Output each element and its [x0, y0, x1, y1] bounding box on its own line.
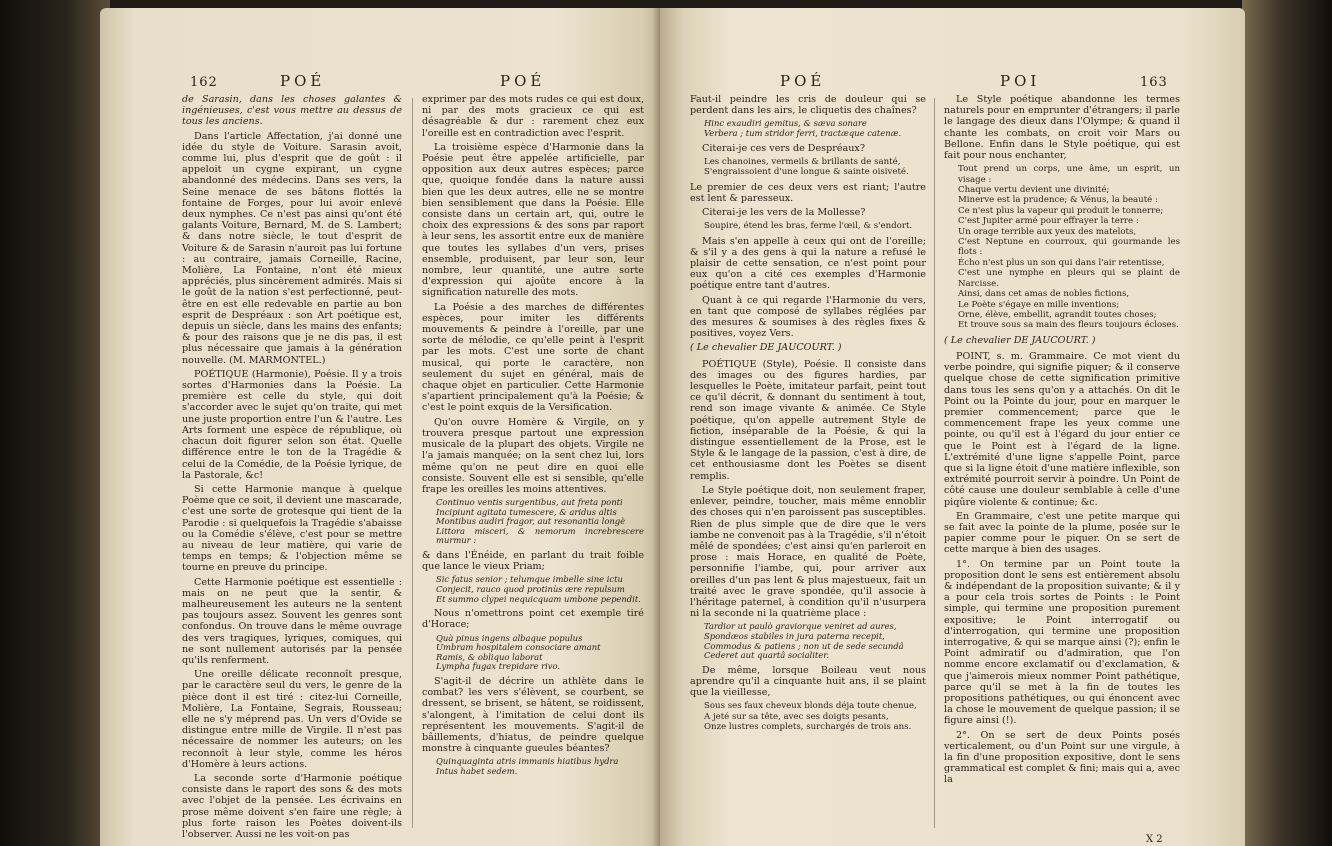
verse-line: Verbera ; tum stridor ferri, tractæque catenæ.	[704, 128, 902, 138]
left-page-number: 162	[190, 75, 218, 90]
paragraph: Le premier de ces deux vers est riant; l'autre est lent & paresseux.	[690, 181, 926, 204]
paragraph: Citerai-je les vers de la Mollesse?	[702, 207, 866, 219]
verse-line: C'est Jupiter armé pour effrayer la terre :	[958, 216, 1139, 227]
verse-line: Spondæos stabiles in jura paterna recepit,	[704, 630, 885, 641]
verse-line: Un orage terrible aux yeux des matelots,	[958, 226, 1137, 237]
paragraph: Le Style poétique abandonne les termes naturels pour en emprunter d'étrangers; il parle le langage des dieux dans l'Olympe; & quand il chante les combats, on croit voir Mars ou Bellone. Enfin dans le Style poétique, qui est fait pour nous enchanter,	[944, 94, 1180, 162]
paragraph: Nous n'omettrons point cet exemple tiré d'Horace;	[422, 608, 644, 631]
verse-line: Tout prend un corps, une âme, un esprit, un visage :	[958, 164, 1180, 185]
verse-line: Sic fatus senior ; telumque imbelle sine ictu	[436, 574, 623, 585]
french-verse	[704, 701, 926, 732]
right-page	[660, 8, 1245, 846]
left-column-2	[422, 94, 644, 834]
entry-point: POINT, s. m. Grammaire. Ce mot vient du verbe poindre, qui signifie piquer; & il conserve quelque chose de cette signification primitive dans tous les sens qu'on y a attachés. On dit le Point ou la Pointe du jour, pour en marquer le premier commencement; parce que le commencement frape les yeux comme une pointe, ou qu'il est à l'égard du jour entier ce que le Point est à l'égard de la ligne. L'extrémité d'une ligne s'appelle Point, parce que si la ligne étoit d'une matière inflexible, son extrémité pourroit servir à poindre. Un Point de côté cause une douleur semblable à celle d'une piqûre violente & continue; &c.	[944, 350, 1180, 508]
verse-line: A jeté sur sa tête, avec ses doigts pesants,	[704, 711, 889, 722]
verse-line: Lympha fugax trepidare rivo.	[436, 661, 561, 672]
left-header-right: POÉ	[500, 72, 546, 90]
paragraph: La seconde sorte d'Harmonie poétique consiste dans le raport des sons & des mots avec l'objet de la pensée. Les écrivains en prose même doivent s'en faire une règle; à plus forte raison les Poètes doivent-ils l'observer. Aussi ne les voit-on pas	[182, 772, 402, 840]
verse-line: Ramis, & obliquo laborat	[436, 651, 543, 662]
entry-harmonie: POÉTIQUE (Harmonie), Poésie. Il y a trois sortes d'Harmonies dans la Poésie. La première est celle du style, qui doit s'accorder avec le sujet qu'on traite, qui met une juste proportion entre l'un & l'autre. Les Arts forment une espèce de république, où chacun doit figurer selon son état. Quelle différence entre le ton de la Tragédie & celui de la Comédie, de la Poésie lyrique, de la Pastorale, &c!	[182, 368, 402, 481]
book-edge-left	[0, 0, 110, 846]
paragraph: Qu'on ouvre Homère & Virgile, on y trouvera presque partout une expression musicale de la plupart des objets. Virgile ne l'a jamais manquée; on la sent chez lui, lors même qu'on ne peut dire en quoi elle consiste. Souvent elle est si sensible, qu'elle frape les oreilles les moins attentives.	[422, 416, 644, 495]
verse-line: Les chanoines, vermeils & brillants de santé,	[704, 156, 901, 167]
paragraph: 2°. On se sert de deux Points posés verticalement, ou d'un Point sur une virgule, à la fin d'une proposition expositive, dont le sens grammatical est complet & fini; mais qui a, avec la	[944, 729, 1180, 786]
right-header-left: POÉ	[780, 72, 826, 90]
verse-line: Et trouve sous sa main des fleurs toujours écloses.	[958, 320, 1179, 331]
verse-line: Écho n'est plus un son qui dans l'air retentisse,	[958, 257, 1165, 268]
paragraph: Faut-il peindre les cris de douleur qui se perdent dans les airs, le cliquetis des chaînes?	[690, 94, 926, 117]
verse-line: Hinc exaudiri gemitus, & sæva sonare	[704, 118, 867, 129]
verse-line: Incipiunt agitata tumescere, & aridus altis	[436, 506, 617, 517]
right-header-right: POI	[1000, 72, 1041, 90]
verse-line: Le Poète s'égaye en mille inventions;	[958, 299, 1120, 310]
verse-line: Sous ses faux cheveux blonds déja toute chenue,	[704, 701, 917, 712]
paragraph: S'agit-il de décrire un athlète dans le combat? les vers s'élèvent, se courbent, se dressent, se brisent, se hâtent, se roidissent, s'alongent, à l'imitation de celui dont ils représentent les mouvements. S'agit-il de bâillements, d'hiatus, de peindre quelque monstre à cinquante gueules béantes?	[422, 676, 644, 755]
paragraph: Une oreille délicate reconnoît presque, par le caractère seul du vers, le genre de la pièce dont il est tiré : citez-lui Corneille, Molière, La Fontaine, Segrais, Rousseau; elle ne s'y méprend pas. Un vers d'Ovide se distingue entre mille de Virgile. Il n'est pas nécessaire de nommer les auteurs; on les reconnoît à leur style, comme les héros d'Homère à leurs actions.	[182, 669, 402, 770]
paragraph: En Grammaire, c'est une petite marque qui se fait avec la pointe de la plume, posée sur le papier comme pour le piquer. On se sert de cette marque à bien des usages.	[944, 510, 1180, 556]
latin-verse	[436, 634, 644, 672]
paragraph: La troisième espèce d'Harmonie dans la Poésie peut être appelée artificielle, par opposition aux deux autres espèces; parce que, quoique fondée dans la nature aussi bien que les deux autres, elle ne se montre bien sensiblement que dans la Poésie. Elle consiste dans un certain art, qui, outre le choix des expressions & des sons par raport à leur sens, les assortit entre eux de manière que toutes les syllabes d'un vers, prises ensemble, produisent, par leur son, leur nombre, leur quantité, une autre sorte d'expression qui ajoûte encore à la signification naturelle des mots.	[422, 141, 644, 299]
right-column-1	[690, 94, 926, 834]
verse-line: Soupire, étend les bras, ferme l'œil, & s'endort.	[704, 221, 913, 232]
column-rule	[412, 98, 413, 828]
verse-line: C'est Neptune en courroux, qui gourmande les flots :	[958, 237, 1180, 258]
french-verse	[958, 164, 1180, 331]
paragraph: & dans l'Énéide, en parlant du trait foible que lance le vieux Priam;	[422, 550, 644, 573]
paragraph: Quant à ce qui regarde l'Harmonie du vers, en tant que composé de syllabes réglées par des mesures & soumises à des règles fixes & positives, voyez Vers.	[690, 294, 926, 340]
latin-verse	[436, 757, 644, 776]
paragraph: Si cette Harmonie manque à quelque Poème que ce soit, il devient une mascarade, c'est une sorte de grotesque qui tient de la Parodie : si quelquefois la Tragédie s'abaisse ou la Comédie s'élève, c'est pour se mettre au niveau de leur matière, qui varie de temps en temps; & l'objection même se tourne en preuve du principe.	[182, 483, 402, 574]
verse-line: Ce n'est plus la vapeur qui produit le tonnerre;	[958, 205, 1164, 216]
verse-line: Conjecit, rauco quod protinùs ære repulsum	[436, 584, 625, 595]
verse-line: Ainsi, dans cet amas de nobles fictions,	[958, 289, 1130, 300]
french-verse	[704, 157, 926, 178]
verse-line: Orne, élève, embellit, agrandit toutes choses;	[958, 309, 1157, 320]
verse-line: Montibus audiri fragor, aut resonantia longè	[436, 516, 626, 527]
latin-verse	[704, 119, 926, 138]
paragraph: exprimer par des mots rudes ce qui est doux, ni par des mots gracieux ce qui est désagréable & dur : rarement chez eux l'oreille est en contradiction avec l'esprit.	[422, 94, 644, 139]
paragraph: 1°. On termine par un Point toute la proposition dont le sens est entièrement absolu & indépendant de la proposition suivante; & il y a pour cela trois sortes de Points : le Point simple, qui termine une proposition purement expositive; le Point interrogatif ou d'interrogation, qui termine une proposition interrogative, & qui se marque ainsi (?); enfin le Point admiratif ou d'admiration, que l'on nomme encore exclamatif ou d'exclamation, & que j'aimerois mieux nommer Point pathétique, parce qu'il se met à la fin de toutes les propositions pathétiques, ou qui énoncent avec la chose le mouvement de quelque passion; il se figure ainsi (!).	[944, 558, 1180, 727]
entry-style-poetique: POÉTIQUE (Style), Poésie. Il consiste dans des images ou des figures hardies, par lesquelles le Poète, imitateur parfait, peint tout ce qu'il décrit, & donnant du sentiment à tout, rend son image vivante & animée. Ce Style poétique, qu'on appelle autrement Style de fiction, inséparable de la Poésie, & qui la distingue essentiellement de la Prose, est le Style & le langage de la passion, c'est à dire, de cet enthousiasme dont les Poètes se disent remplis.	[690, 358, 926, 482]
column-rule	[934, 98, 935, 828]
verse-line: Chaque vertu devient une divinité;	[958, 185, 1110, 196]
paragraph: de Sarasin, dans les choses galantes & ingénieuses, c'est vous mettre au dessus de tous les anciens.	[182, 94, 402, 128]
paragraph: Mais s'en appelle à ceux qui ont de l'oreille; & s'il y a des gens à qui la nature a refusé le plaisir de cette sensation, ce n'est point pour eux qu'on a cité ces exemples d'Harmonie poétique entre tant d'autres.	[690, 235, 926, 292]
verse-line: Minerve est la prudence; & Vénus, la beauté :	[958, 195, 1158, 206]
verse-line: Et summo clypei nequicquam umbone pependit.	[436, 593, 641, 604]
latin-verse	[704, 622, 926, 660]
right-page-number: 163	[1140, 75, 1168, 90]
verse-line: Tardior ut paulò graviorque veniret ad aures,	[704, 621, 897, 632]
verse-line: C'est une nymphe en pleurs qui se plaint de Narcisse.	[958, 268, 1180, 289]
signature: ( Le chevalier DE JAUCOURT. )	[690, 342, 842, 354]
paragraph: De même, lorsque Boileau veut nous aprendre qu'il a cinquante huit ans, il se plaint que la vieillesse,	[690, 664, 926, 699]
paragraph: Cette Harmonie poétique est essentielle : mais on ne peut que la sentir, & malheureusement les auteurs ne la sentent pas toujours assez. Souvent les genres sont confondus. On trouve dans le même ouvrage des vers tragiques, lyriques, comiques, qui ne sont nullement autorisés par la pensée qu'ils renferment.	[182, 576, 402, 666]
verse-line: Quinquaginta atris immanis hiatibus hydra	[436, 756, 619, 767]
book-edge-right	[1242, 0, 1332, 846]
signature: ( Le chevalier DE JAUCOURT. )	[944, 334, 1096, 346]
catchword: X 2	[1146, 834, 1163, 845]
verse-line: Quà pinus ingens albaque populus	[436, 632, 583, 643]
verse-line: Commodus & patiens ; non ut de sede secundâ	[704, 640, 904, 651]
latin-verse	[436, 575, 644, 604]
verse-line: Cederet aut quartâ socialiter.	[704, 650, 829, 661]
paragraph: La Poésie a des marches de différentes espèces, pour imiter les différents mouvements & peindre à l'oreille, par une sorte de mélodie, ce qu'elle peint à l'esprit par les mots. C'est une sorte de chant musical, qui porte le caractère, non seulement du sujet en général, mais de chaque objet en particulier. Cette Harmonie s'apartient principalement qu'à la Poésie; & c'est le point exquis de la Versification.	[422, 301, 644, 414]
verse-line: Umbram hospitalem consociare amant	[436, 642, 601, 653]
left-column-1	[182, 94, 403, 840]
french-verse	[704, 221, 926, 231]
verse-line: Onze lustres complets, surchargés de trois ans.	[704, 722, 912, 733]
paragraph: Le Style poétique doit, non seulement fraper, enlever, peindre, toucher, mais même ennoblir des choses qui n'en paroissent pas susceptibles. Rien de plus simple que de dire que le vers iambe ne convenoit pas à la Tragédie, s'il n'étoit mêlé de spondées; c'est ainsi qu'en parleroit en prose : mais Horace, en qualité de Poète, personnifie l'iambe, qui, pour arriver aux oreilles d'un pas lent & plus majestueux, fait un traité avec le grave spondée, qu'il associe à l'héritage paternel, à condition qu'il n'usurpera ni la seconde ni la quatrième place :	[690, 484, 926, 620]
verse-line: Littora misceri, & nemorum increbrescere murmur :	[436, 525, 644, 546]
paragraph: Dans l'article Affectation, j'ai donné une idée du style de Voiture. Sarasin avoit, comme lui, plus d'esprit que de goût : il appeloit un cygne expirant, un cygne abandonné des médecins. Dans ses vers, la Seine menace de ses bâtons flottés la fontaine de Forges, pour lui avoir enlevé deux nymphes. Ce n'est pas ainsi qu'ont été galants Voiture, Bernard, M. de S. Lambert; & dans notre siècle, le tout d'esprit de Voiture & de Sarasin n'auroit pas lui fortune : au contraire, jamais Corneille, Racine, Molière, La Fontaine, n'ont été mieux appréciés, plus sincèrement admirés. Mais si le goût de la nation s'est perfectionné, peut-être en est elle redevable en partie au bon esprit de Despréaux : son Art poétique est, depuis un siècle, dans les mains des enfants; & pour des raisons que je ne dis pas, il est plus nécessaire que jamais à la génération nouvelle. (M. MARMONTEL.)	[182, 130, 403, 366]
left-page	[100, 8, 670, 846]
paragraph: Citerai-je ces vers de Despréaux?	[702, 142, 865, 154]
verse-line: S'engraissoient d'une longue & sainte oisiveté.	[704, 167, 909, 178]
right-column-2	[944, 94, 1180, 834]
left-header-left: POÉ	[280, 72, 326, 90]
verse-line: Intus habet sedem.	[436, 766, 518, 777]
verse-line: Continuo ventis surgentibus, aut freta ponti	[436, 497, 623, 508]
latin-verse	[436, 498, 644, 546]
